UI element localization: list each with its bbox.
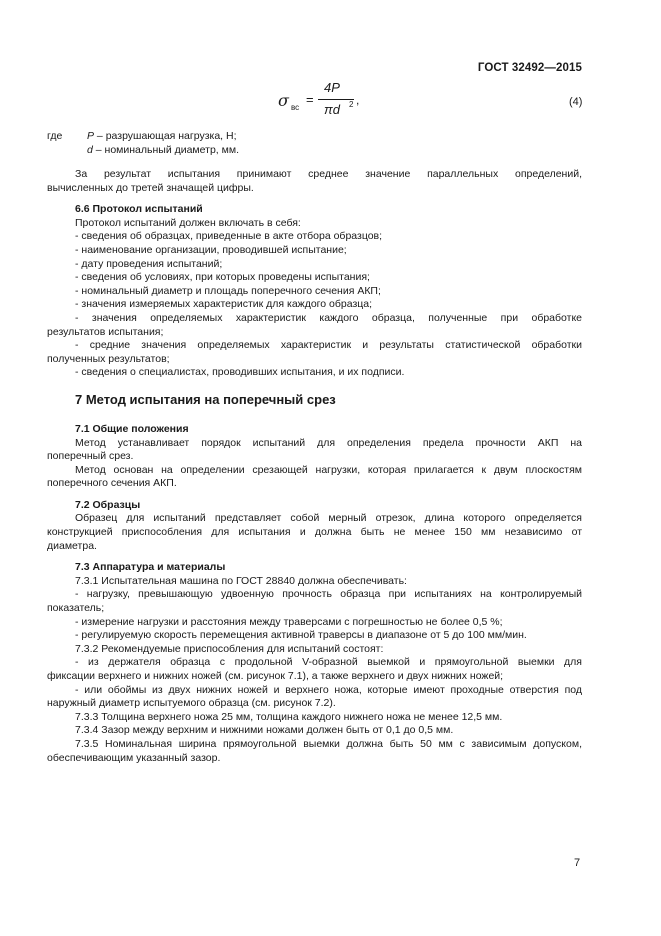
paragraph: диаметра. [47,539,97,552]
formula-4 [278,80,388,124]
page-number: 7 [574,857,581,869]
paragraph: 7.3.5 Номинальная ширина прямоугольной выемки должна быть 50 мм с зависимым допуском, [75,737,582,750]
section-heading-7: 7 Метод испытания на поперечный срез [75,391,336,407]
paragraph: 7.3.4 Зазор между верхним и нижними ножами должен быть от 0,1 до 0,5 мм. [75,724,454,737]
formula-subscript: вс [291,103,300,112]
list-item: - нагрузку, превышающую удвоенную прочность образца при испытаниях на контролируемый [75,588,582,601]
paragraph: конструкцией приспособления для испытания и должна быть не менее 150 мм независимо от [47,526,582,539]
list-item: - сведения об условиях, при которых проведены испытания; [75,271,370,284]
formula-denominator: πd [324,102,340,117]
list-item: - номинальный диаметр и площадь поперечного сечения АКП; [75,284,381,297]
list-item: - сведения об образцах, приведенные в акте отбора образцов; [75,230,383,243]
legend-p: P – разрушающая нагрузка, Н; [87,130,237,142]
list-item: - значения определяемых характеристик каждого образца, полученные при обработке [75,311,582,324]
formula-exponent: 2 [349,100,354,109]
paragraph: Протокол испытаний должен включать в себя: [75,216,301,229]
legend-d: d – номинальный диаметр, мм. [87,143,239,156]
list-item: - сведения о специалистах, проводивших испытания, и их подписи. [75,366,405,379]
formula-equals: = [306,92,314,107]
section-heading-7-1: 7.1 Общие положения [75,422,189,435]
section-heading-6-6: 6.6 Протокол испытаний [75,203,203,216]
list-item: - дату проведения испытаний; [75,257,223,270]
list-item: - из держателя образца с продольной V-образной выемкой и прямоугольной выемки для [75,656,582,669]
paragraph: 7.3.3 Толщина верхнего ножа 25 мм, толщина каждого нижнего ножа не менее 12,5 мм. [75,710,503,723]
formula-comma: , [356,93,360,107]
formula-numerator: 4P [324,80,340,95]
paragraph: Образец для испытаний представляет собой мерный отрезок, длина которого определяется [75,512,582,525]
formula-sigma: σ [278,91,289,110]
list-item-cont: показатель; [47,602,105,615]
paragraph: Метод устанавливает порядок испытаний для определения предела прочности АКП на [75,436,582,449]
section-heading-7-3: 7.3 Аппаратура и материалы [75,561,226,574]
list-item: - регулируемую скорость перемещения активной траверсы в диапазоне от 5 до 100 мм/мин. [75,629,527,642]
list-item-cont: фиксации верхнего и нижних ножей (см. рисунок 7.1), а также верхнего и двух нижних ножей; [47,670,504,682]
document-body [47,168,582,765]
paragraph: поперечный срез. [47,450,134,463]
list-item: - измерение нагрузки и расстояния между траверсами с погрешностью не более 0,5 %; [75,615,503,628]
formula-number: (4) [569,96,583,108]
paragraph: поперечного сечения АКП. [47,477,177,490]
list-item-cont: наружный диаметр испытуемого образца (см. рисунок 7.2). [47,697,336,710]
document-header: ГОСТ 32492—2015 [477,62,582,74]
paragraph: вычисленных до третей значащей цифры. [47,181,254,194]
list-item: - средние значения определяемых характеристик и результаты статистической обработки [75,339,582,352]
paragraph: Метод основан на определении срезающей нагрузки, которая прилагается к двум плоскостям [75,463,582,476]
paragraph: 7.3.1 Испытательная машина по ГОСТ 28840 должна обеспечивать: [75,574,407,587]
paragraph: За результат испытания принимают среднее значение параллельных определений, [75,168,582,180]
list-item-cont: полученных результатов; [47,352,170,365]
list-item: - наименование организации, проводившей испытание; [75,243,347,256]
list-item: - или обоймы из двух нижних ножей и верхнего ножа, которые имеют проходные отверстия под [75,683,582,696]
paragraph: 7.3.2 Рекомендуемые приспособления для испытаний состоят: [75,642,384,655]
list-item-cont: результатов испытания; [47,325,164,338]
paragraph: обеспечивающим указанный зазор. [47,751,221,764]
legend-where: где [47,130,63,142]
list-item: - значения измеряемых характеристик для каждого образца; [75,298,373,311]
section-heading-7-2: 7.2 Образцы [75,498,141,511]
